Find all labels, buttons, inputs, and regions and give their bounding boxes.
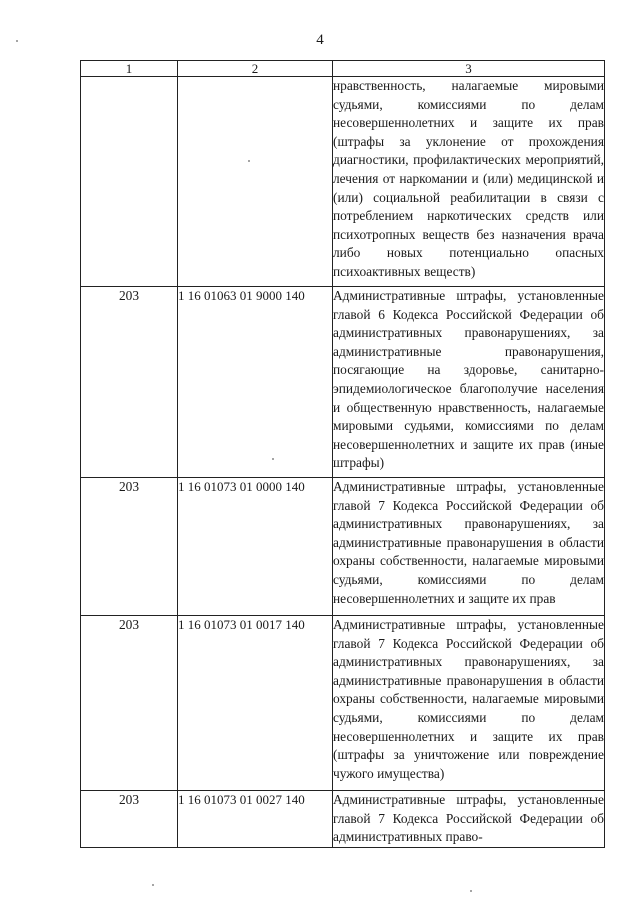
kbk-cell: 1 16 01073 01 0017 140 bbox=[178, 616, 333, 791]
admin-code-cell: 203 bbox=[81, 791, 178, 848]
column-header-2: 2 bbox=[178, 61, 333, 77]
kbk-cell bbox=[178, 77, 333, 287]
table-row bbox=[81, 478, 605, 616]
admin-code-cell bbox=[81, 77, 178, 287]
column-header-3: 3 bbox=[333, 61, 605, 77]
description-cell: Административные штрафы, установленные главой 6 Кодекса Российской Федерации об административных правонарушениях, за административные правонарушения, посягающие на здоровье, санитарно-эпидемиологическое благополучие населения и общественную нравственность, налагаемые мировыми судьями, комиссиями по делам несовершеннолетних и защите их прав (иные штрафы) bbox=[333, 287, 605, 478]
table-row bbox=[81, 616, 605, 791]
kbk-cell: 1 16 01063 01 9000 140 bbox=[178, 287, 333, 478]
admin-code-cell: 203 bbox=[81, 478, 178, 616]
table-row bbox=[81, 791, 605, 848]
scan-speck bbox=[152, 884, 154, 886]
description-cell: Административные штрафы, установленные главой 7 Кодекса Российской Федерации об административных правонарушениях, за административные правонарушения в области охраны собственности, налагаемые мировыми судьями, комиссиями по делам несовершеннолетних и защите их прав (штрафы за уничтожение или повреждение чужого имущества) bbox=[333, 616, 605, 791]
budget-codes-table bbox=[80, 60, 605, 848]
kbk-cell: 1 16 01073 01 0027 140 bbox=[178, 791, 333, 848]
scan-speck bbox=[470, 890, 472, 892]
table-row bbox=[81, 77, 605, 287]
page-number: 4 bbox=[316, 32, 324, 48]
table-header-row bbox=[81, 61, 605, 77]
scan-speck bbox=[248, 160, 250, 162]
admin-code-cell: 203 bbox=[81, 616, 178, 791]
description-cell: Административные штрафы, установленные главой 7 Кодекса Российской Федерации об административных право- bbox=[333, 791, 605, 848]
description-cell: нравственность, налагаемые мировыми судьями, комиссиями по делам несовершеннолетних и защите их прав (штрафы за уклонение от прохождения диагностики, профилактических мероприятий, лечения от наркомании и (или) медицинской и (или) социальной реабилитации в связи с потреблением наркотических средств или психотропных веществ без назначения врача либо новых потенциально опасных психоактивных веществ) bbox=[333, 77, 605, 287]
table-row bbox=[81, 287, 605, 478]
description-cell: Административные штрафы, установленные главой 7 Кодекса Российской Федерации об административных правонарушениях, за административные правонарушения в области охраны собственности, налагаемые мировыми судьями, комиссиями по делам несовершеннолетних и защите их прав bbox=[333, 478, 605, 616]
scan-speck bbox=[16, 40, 18, 42]
scan-speck bbox=[272, 458, 274, 460]
kbk-cell: 1 16 01073 01 0000 140 bbox=[178, 478, 333, 616]
admin-code-cell: 203 bbox=[81, 287, 178, 478]
column-header-1: 1 bbox=[81, 61, 178, 77]
